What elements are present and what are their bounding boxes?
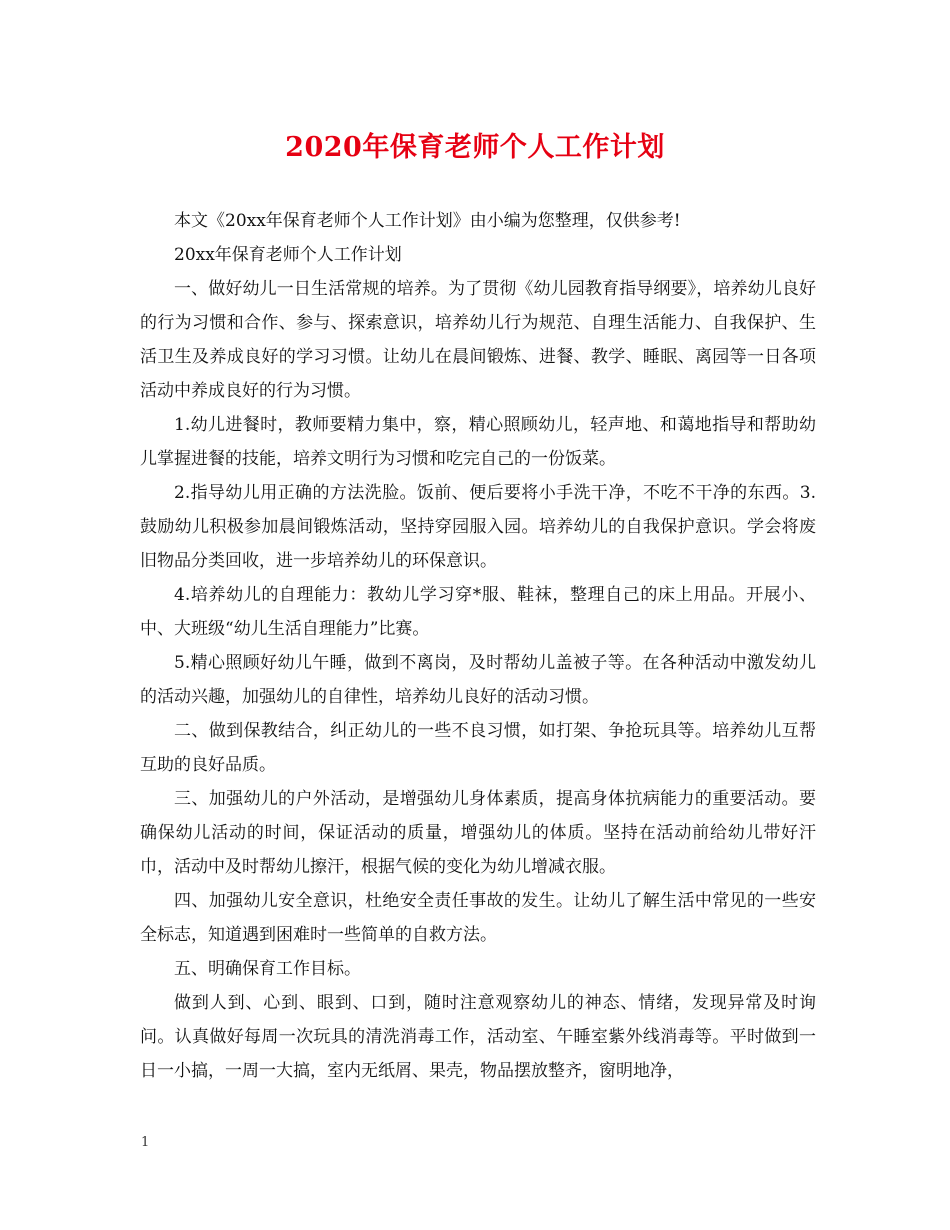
page-number: 1	[141, 1135, 150, 1150]
paragraph-intro: 本文《20xx年保育老师个人工作计划》由小编为您整理，仅供参考!	[174, 211, 681, 231]
document-title: 2020年保育老师个人工作计划	[285, 132, 665, 163]
paragraph-section-3: 三、加强幼儿的户外活动，是增强幼儿身体素质，提高身体抗病能力的重要活动。要确保幼儿活动的时间，保证活动的质量，增强幼儿的体质。坚持在活动前给幼儿带好汗巾，活动中及时帮幼儿擦汗，根据气候的变化为幼儿增减衣服。	[140, 789, 816, 877]
paragraph-section-4: 四、加强幼儿安全意识，杜绝安全责任事故的发生。让幼儿了解生活中常见的一些安全标志，知道遇到困难时一些简单的自救方法。	[140, 891, 816, 945]
paragraph-section-5: 五、明确保育工作目标。	[174, 959, 361, 979]
paragraph-subtitle: 20xx年保育老师个人工作计划	[174, 245, 402, 265]
paragraph-section-5-body: 做到人到、心到、眼到、口到，随时注意观察幼儿的神态、情绪，发现异常及时询问。认真做好每周一次玩具的清洗消毒工作，活动室、午睡室紫外线消毒等。平时做到一日一小搞，一周一大搞，室内无纸屑、果壳，物品摆放整齐，窗明地净，	[140, 993, 816, 1081]
paragraph-section-1: 一、做好幼儿一日生活常规的培养。为了贯彻《幼儿园教育指导纲要》，培养幼儿良好的行为习惯和合作、参与、探索意识，培养幼儿行为规范、自理生活能力、自我保护、生活卫生及养成良好的学习习惯。让幼儿在晨间锻炼、进餐、教学、睡眠、离园等一日各项活动中养成良好的行为习惯。	[140, 279, 816, 401]
paragraph-item-2-3: 2.指导幼儿用正确的方法洗脸。饭前、便后要将小手洗干净，不吃不干净的东西。3.鼓励幼儿积极参加晨间锻炼活动，坚持穿园服入园。培养幼儿的自我保护意识。学会将废旧物品分类回收，进一步培养幼儿的环保意识。	[140, 483, 816, 571]
paragraph-item-4: 4.培养幼儿的自理能力：教幼儿学习穿*服、鞋袜，整理自己的床上用品。开展小、中、大班级“幼儿生活自理能力”比赛。	[140, 585, 816, 639]
document-body	[140, 204, 816, 1088]
paragraph-item-1: 1.幼儿进餐时，教师要精力集中，察，精心照顾幼儿，轻声地、和蔼地指导和帮助幼儿掌握进餐的技能，培养文明行为习惯和吃完自己的一份饭菜。	[140, 415, 816, 469]
paragraph-item-5: 5.精心照顾好幼儿午睡，做到不离岗，及时帮幼儿盖被子等。在各种活动中激发幼儿的活动兴趣，加强幼儿的自律性，培养幼儿良好的活动习惯。	[140, 653, 816, 707]
paragraph-section-2: 二、做到保教结合，纠正幼儿的一些不良习惯，如打架、争抢玩具等。培养幼儿互帮互助的良好品质。	[140, 721, 816, 775]
